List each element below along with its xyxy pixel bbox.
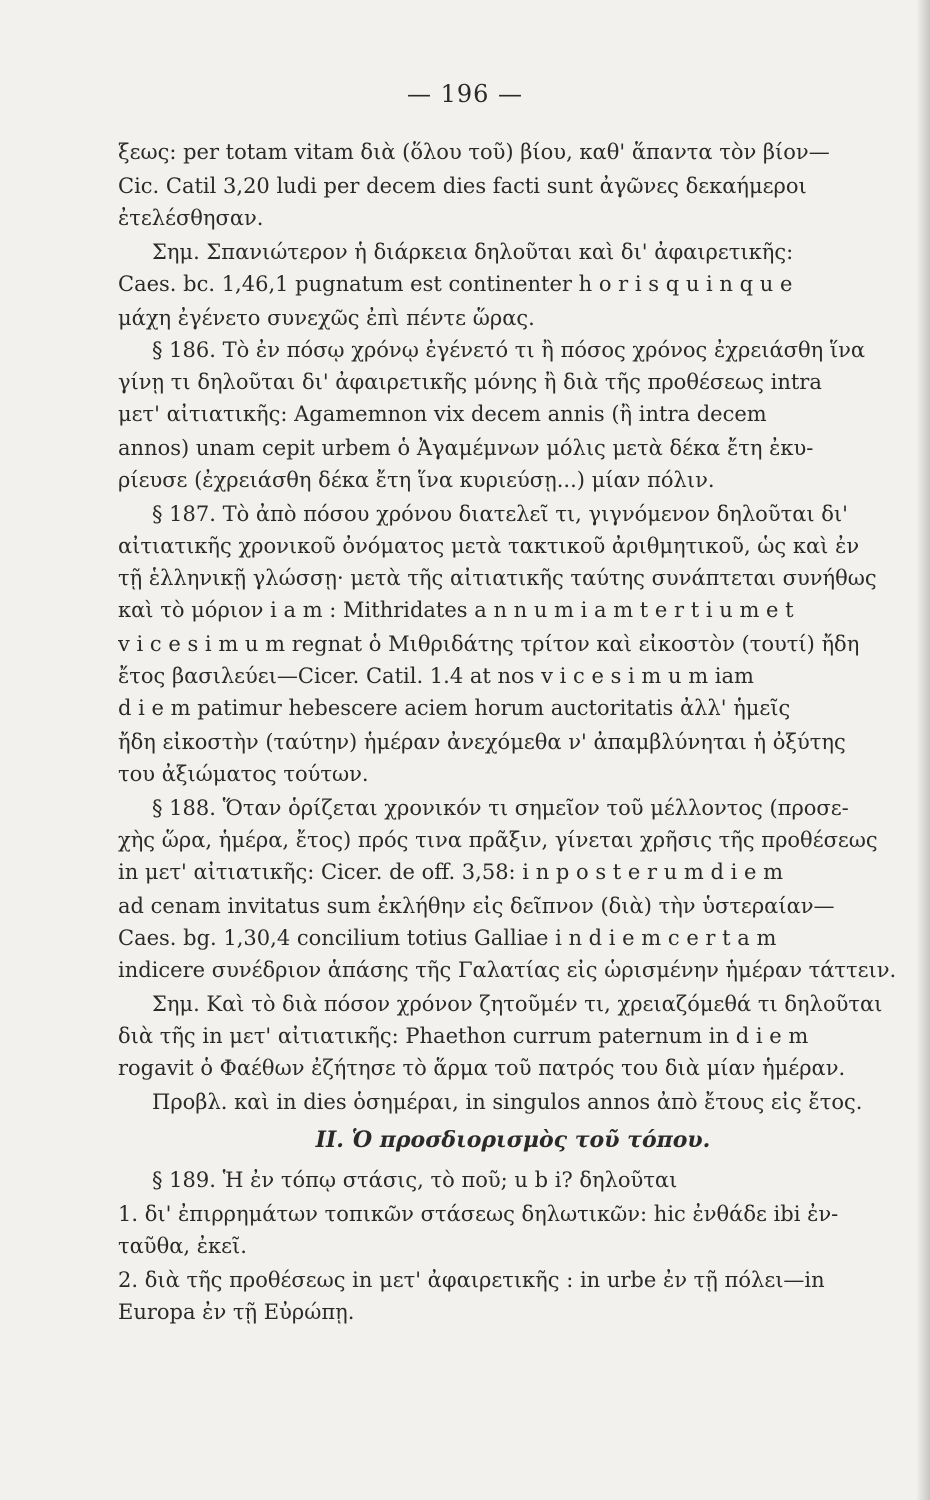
text-line: rogavit ὁ Φαέθων ἐζήτησε τὸ ἅρμα τοῦ πατρός του διὰ μίαν ἡμέραν. — [118, 1056, 846, 1080]
text-line: του ἀξιώματος τούτων. — [118, 762, 369, 786]
text-line: Cic. Catil 3,20 ludi per decem dies facti sunt ἀγῶνες δεκαήμεροι — [118, 174, 807, 198]
list-item: 2. διὰ τῆς προθέσεως in μετ' ἀφαιρετικῆς : in urbe ἐν τῇ πόλει—in — [118, 1268, 825, 1292]
section-paragraph-188: § 188. Ὅταν ὁρίζεται χρονικόν τι σημεῖον τοῦ μέλλοντος (προσε- — [152, 796, 849, 820]
text-line: ἐτελέσθησαν. — [118, 206, 264, 230]
text-line: ξεως: per totam vitam διὰ (ὅλου τοῦ) βίου, καθ' ἅπαντα τὸν βίον— — [118, 140, 830, 164]
text-line: μετ' αἰτιατικῆς: Agamemnon vix decem annis (ἢ intra decem — [118, 402, 767, 426]
note-paragraph: Σημ. Καὶ τὸ διὰ πόσον χρόνον ζητοῦμέν τι, χρειαζόμεθά τι δηλοῦται — [152, 992, 883, 1016]
text-line: Σημ. Σπανιώτερον ἡ διάρκεια δηλοῦται καὶ δι' ἀφαιρετικῆς: — [152, 240, 794, 264]
text-line: ρίευσε (ἐχρειάσθη δέκα ἔτη ἵνα κυριεύσῃ...) μίαν πόλιν. — [118, 468, 715, 492]
text-line: γίνῃ τι δηλοῦται δι' ἀφαιρετικῆς μόνης ἢ διὰ τῆς προθέσεως intra — [118, 370, 822, 394]
text-line: Caes. bc. 1,46,1 pugnatum est continenter h o r i s q u i n q u e — [118, 272, 793, 296]
section-paragraph-187: § 187. Τὸ ἀπὸ πόσου χρόνου διατελεῖ τι, γιγνόμενον δηλοῦται δι' — [152, 502, 848, 526]
text-line: annos) unam cepit urbem ὁ Ἀγαμέμνων μόλις μετὰ δέκα ἔτη ἐκυ- — [118, 436, 814, 460]
text-line: ἤδη εἰκοστὴν (ταύτην) ἡμέραν ἀνεχόμεθα ν' ἀπαμβλύνηται ἡ ὀξύτης — [118, 730, 846, 754]
section-heading: II. Ὁ προσδιορισμὸς τοῦ τόπου. — [315, 1127, 711, 1153]
list-item-continued: ταῦθα, ἐκεῖ. — [118, 1234, 247, 1258]
text-line: in μετ' αἰτιατικῆς: Cicer. de off. 3,58: i n p o s t e r u m d i e m — [118, 860, 784, 884]
compare-paragraph: Προβλ. καὶ in dies ὁσημέραι, in singulos annos ἀπὸ ἔτους εἰς ἔτος. — [152, 1090, 863, 1114]
page-number: — 196 — — [406, 80, 524, 108]
text-line: αἰτιατικῆς χρονικοῦ ὀνόματος μετὰ τακτικοῦ ἀριθμητικοῦ, ὡς καὶ ἐν — [118, 534, 860, 558]
text-line: ἔτος βασιλεύει—Cicer. Catil. 1.4 at nos v i c e s i m u m iam — [118, 664, 754, 688]
text-line: διὰ τῆς in μετ' αἰτιατικῆς: Phaethon currum paternum in d i e m — [118, 1024, 809, 1048]
text-line: τῇ ἑλληνικῇ γλώσσῃ· μετὰ τῆς αἰτιατικῆς ταύτης συνάπτεται συνήθως — [118, 566, 877, 590]
list-item: 1. δι' ἐπιρρημάτων τοπικῶν στάσεως δηλωτικῶν: hic ἐνθάδε ibi ἐν- — [118, 1202, 839, 1226]
text-line: καὶ τὸ μόριον i a m : Mithridates a n n u m i a m t e r t i u m e t — [118, 598, 794, 622]
text-line: v i c e s i m u m regnat ὁ Μιθριδάτης τρίτον καὶ εἰκοστὸν (τουτί) ἤδη — [118, 632, 860, 656]
text-line: χὴς ὥρα, ἡμέρα, ἔτος) πρός τινα πρᾶξιν, γίνεται χρῆσις τῆς προθέσεως — [118, 828, 878, 852]
text-line: μάχη ἐγένετο συνεχῶς ἐπὶ πέντε ὥρας. — [118, 306, 535, 330]
text-line: ad cenam invitatus sum ἐκλήθην εἰς δεῖπνον (διὰ) τὴν ὑστεραίαν— — [118, 894, 835, 918]
section-paragraph-189: § 189. Ἡ ἐν τόπῳ στάσις, τὸ ποῦ; u b i? δηλοῦται — [152, 1168, 678, 1192]
text-line: indicere συνέδριον ἁπάσης τῆς Γαλατίας εἰς ὡρισμένην ἡμέραν τάττειν. — [118, 958, 897, 982]
section-paragraph-186: § 186. Τὸ ἐν πόσῳ χρόνῳ ἐγένετό τι ἢ πόσος χρόνος ἐχρειάσθη ἵνα — [152, 338, 866, 362]
list-item-continued: Europa ἐν τῇ Εὐρώπῃ. — [118, 1300, 355, 1324]
text-line: d i e m patimur hebescere aciem horum auctoritatis ἀλλ' ἡμεῖς — [118, 696, 791, 720]
page-edge-shadow — [916, 0, 930, 1500]
text-line: Caes. bg. 1,30,4 concilium totius Galliae i n d i e m c e r t a m — [118, 926, 777, 950]
